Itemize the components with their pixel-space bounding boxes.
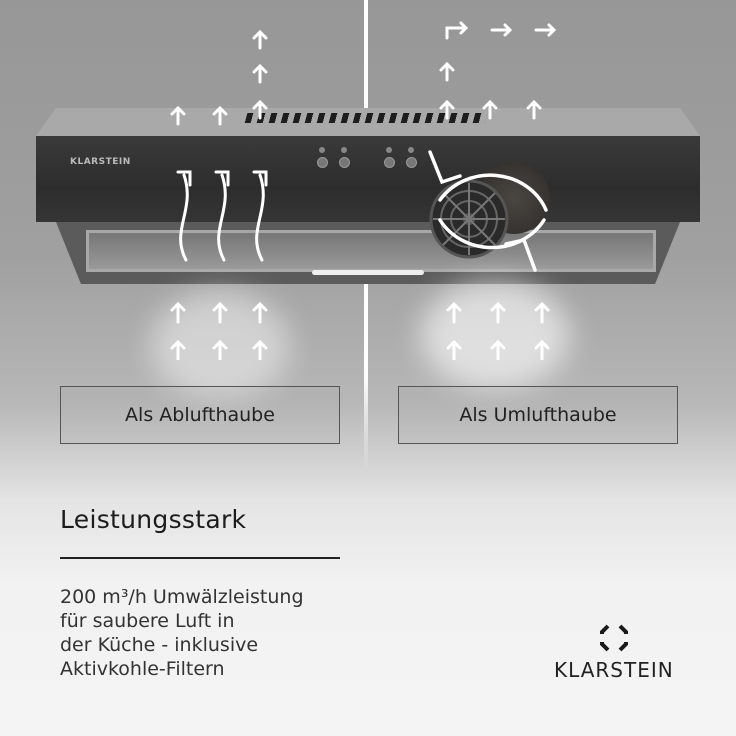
control-knob [317, 157, 328, 168]
control-knob [339, 157, 350, 168]
body-line: für saubere Luft in [60, 610, 235, 632]
recirculation-mode-label: Als Umlufthaube [398, 386, 678, 444]
indicator-light [319, 147, 325, 153]
control-knob [406, 157, 417, 168]
recirculation-cycle-icon [420, 140, 560, 280]
hood-light [312, 270, 424, 275]
exhaust-mode-label: Als Ablufthaube [60, 386, 340, 444]
hood-front-panel [36, 136, 700, 222]
control-knob [384, 157, 395, 168]
body-line: 200 m³/h Umwälzleistung [60, 586, 304, 608]
body-text [60, 585, 360, 681]
headline: Leistungsstark [60, 505, 247, 534]
headline-rule [60, 557, 340, 559]
hood-brand-label: KLARSTEIN [70, 157, 131, 167]
klarstein-diamond-icon [599, 623, 629, 653]
indicator-light [341, 147, 347, 153]
exhaust-arrows-icon [160, 20, 280, 360]
brand-wordmark: KLARSTEIN [554, 658, 674, 682]
body-line: Aktivkohle-Filtern [60, 658, 225, 680]
body-line: der Küche - inklusive [60, 634, 259, 656]
indicator-light [408, 147, 414, 153]
indicator-light [386, 147, 392, 153]
